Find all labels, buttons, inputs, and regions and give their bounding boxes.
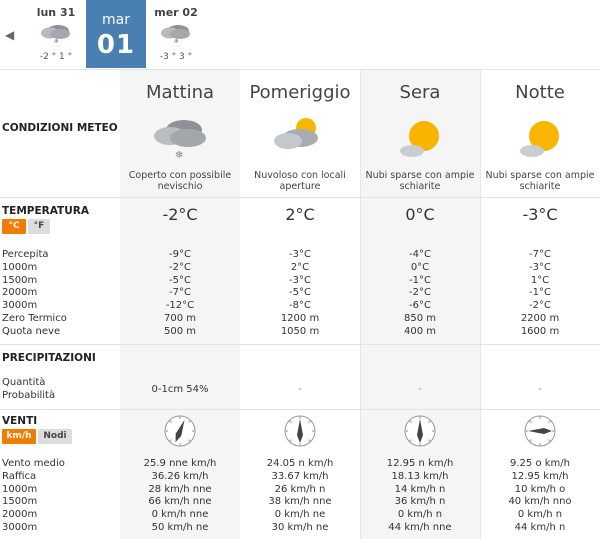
value: -8°C [289,300,311,312]
value: 1050 m [280,325,320,337]
value: 36.26 km/h [151,470,209,482]
wind-direction-icon [162,413,198,449]
label-3000m: 3000m [2,300,38,312]
label-probability: Probabilità [2,389,56,401]
value: 38 km/h nne [268,496,332,508]
fahrenheit-button[interactable]: °F [28,219,50,234]
value: -7°C [169,287,191,299]
value: -6°C [409,300,431,312]
value: 25.9 nne km/h [143,458,217,469]
value: 2°C [290,261,310,273]
precipitation-value: - [298,384,302,395]
value: 2200 m [520,312,560,324]
svg-text:❄: ❄ [54,38,60,44]
value: 0 km/h n [397,509,443,521]
value: -4°C [409,249,431,260]
value: -2°C [169,261,191,273]
temperature-values-pomeriggio [240,249,360,339]
value: 0 km/h ne [274,509,326,521]
precipitation-labels [2,377,55,403]
label-1000m: 1000m [2,483,38,495]
label-3000m: 3000m [2,521,38,533]
wind-direction-icon [282,413,318,449]
temperature-value: -2°C [162,205,198,224]
value: -3°C [289,249,311,260]
previous-arrow-icon[interactable]: ◀ [5,28,15,42]
value: 26 km/h n [274,483,326,495]
temperature-labels [2,249,67,339]
period-name: Sera [399,82,441,103]
value: -2°C [409,287,431,299]
value: 1°C [530,274,550,286]
svg-text:❄: ❄ [175,150,184,161]
value: 50 km/h ne [151,521,209,533]
value: 66 km/h nne [148,496,212,508]
knots-button[interactable]: Nodi [38,429,72,444]
value: -5°C [289,287,311,299]
value: 0 km/h nne [151,509,209,521]
value: 33.67 km/h [271,470,329,482]
day-label: lun 31 [36,6,76,19]
wind-values-notte [480,458,600,535]
condition-text: Nuvoloso con locali aperture [254,170,346,192]
celsius-button[interactable]: °C [2,219,26,234]
value: 30 km/h ne [271,521,329,533]
temperature-values-notte [480,249,600,339]
sun-few-clouds-icon [396,118,446,162]
temperature-value: 0°C [405,205,435,224]
wind-values-sera [360,458,480,535]
value: -3°C [529,261,551,273]
value: 12.95 n km/h [386,458,454,469]
value: 500 m [163,325,196,337]
value: 12.95 km/h [511,470,569,482]
day-tab-next[interactable] [146,0,206,68]
wind-values-mattina [120,458,240,535]
temperature-value: -3°C [522,205,558,224]
conditions-heading: CONDIZIONI METEO [2,122,118,134]
precipitation-value: 0-1cm 54% [151,384,209,395]
temperature-values-mattina [120,249,240,339]
condition-text: Coperto con possibile nevischio [128,170,232,192]
precipitation-value: - [418,384,422,395]
label-perceived: Percepita [2,249,49,260]
wind-direction-icon [402,413,438,449]
value: 0 km/h n [517,509,563,521]
value: -7°C [529,249,551,260]
value: 0°C [410,261,430,273]
value: 850 m [403,312,436,324]
value: 1200 m [280,312,320,324]
value: 44 km/h n [514,521,566,533]
value: -5°C [169,274,191,286]
label-freezing-level: Zero Termico [2,312,67,324]
value: 40 km/h nno [508,496,572,508]
value: 14 km/h n [394,483,446,495]
day-number: 01 [96,30,136,60]
period-name: Notte [515,82,565,103]
day-tab-previous[interactable] [26,0,86,68]
cloudy-sun-icon [268,114,332,158]
label-1500m: 1500m [2,274,38,286]
period-name: Pomeriggio [249,82,351,103]
value: -1°C [529,287,551,299]
section-divider [0,409,600,410]
value: 44 km/h nne [388,521,452,533]
precipitation-value: - [538,384,542,395]
value: 400 m [403,325,436,337]
value: 1600 m [520,325,560,337]
section-divider [0,197,600,198]
wind-direction-icon [522,413,558,449]
wind-labels [2,458,65,535]
wind-values-pomeriggio [240,458,360,535]
label-1500m: 1500m [2,496,38,508]
sun-few-clouds-icon [516,118,566,162]
overcast-snow-icon [38,22,74,44]
label-snow-level: Quota neve [2,325,61,337]
value: 36 km/h n [394,496,446,508]
value: -3°C [289,274,311,286]
label-mean-wind: Vento medio [2,458,65,469]
period-name: Mattina [145,82,215,103]
value: -1°C [409,274,431,286]
condition-text: Nubi sparse con ampie schiarite [365,170,475,192]
temperature-values-sera [360,249,480,339]
value: 10 km/h o [514,483,566,495]
day-label: mar [102,12,130,28]
day-temps: -3 ° 3 ° [159,52,193,62]
wind-heading: VENTI [2,415,38,427]
day-tab-selected[interactable] [86,0,146,68]
day-temps: -2 ° 1 ° [39,52,73,62]
label-2000m: 2000m [2,287,38,299]
section-divider [0,344,600,345]
value: 18.13 km/h [391,470,449,482]
value: -2°C [529,300,551,312]
svg-text:❄: ❄ [174,38,180,44]
value: 28 km/h nne [148,483,212,495]
day-label: mer 02 [154,6,198,19]
value: 24.05 n km/h [266,458,334,469]
overcast-snow-icon [148,114,212,162]
value: -9°C [169,249,191,260]
label-gust: Raffica [2,470,37,482]
label-2000m: 2000m [2,509,38,521]
overcast-snow-icon [158,22,194,44]
value: 9.25 o km/h [510,458,570,469]
kmh-button[interactable]: km/h [2,429,36,444]
temperature-value: 2°C [285,205,315,224]
date-strip [0,0,600,68]
temperature-heading: TEMPERATURA [2,205,89,217]
precipitation-heading: PRECIPITAZIONI [2,352,96,364]
label-1000m: 1000m [2,261,38,273]
condition-text: Nubi sparse con ampie schiarite [485,170,595,192]
value: -12°C [165,300,195,312]
label-quantity: Quantità [2,377,46,388]
value: 700 m [163,312,196,324]
